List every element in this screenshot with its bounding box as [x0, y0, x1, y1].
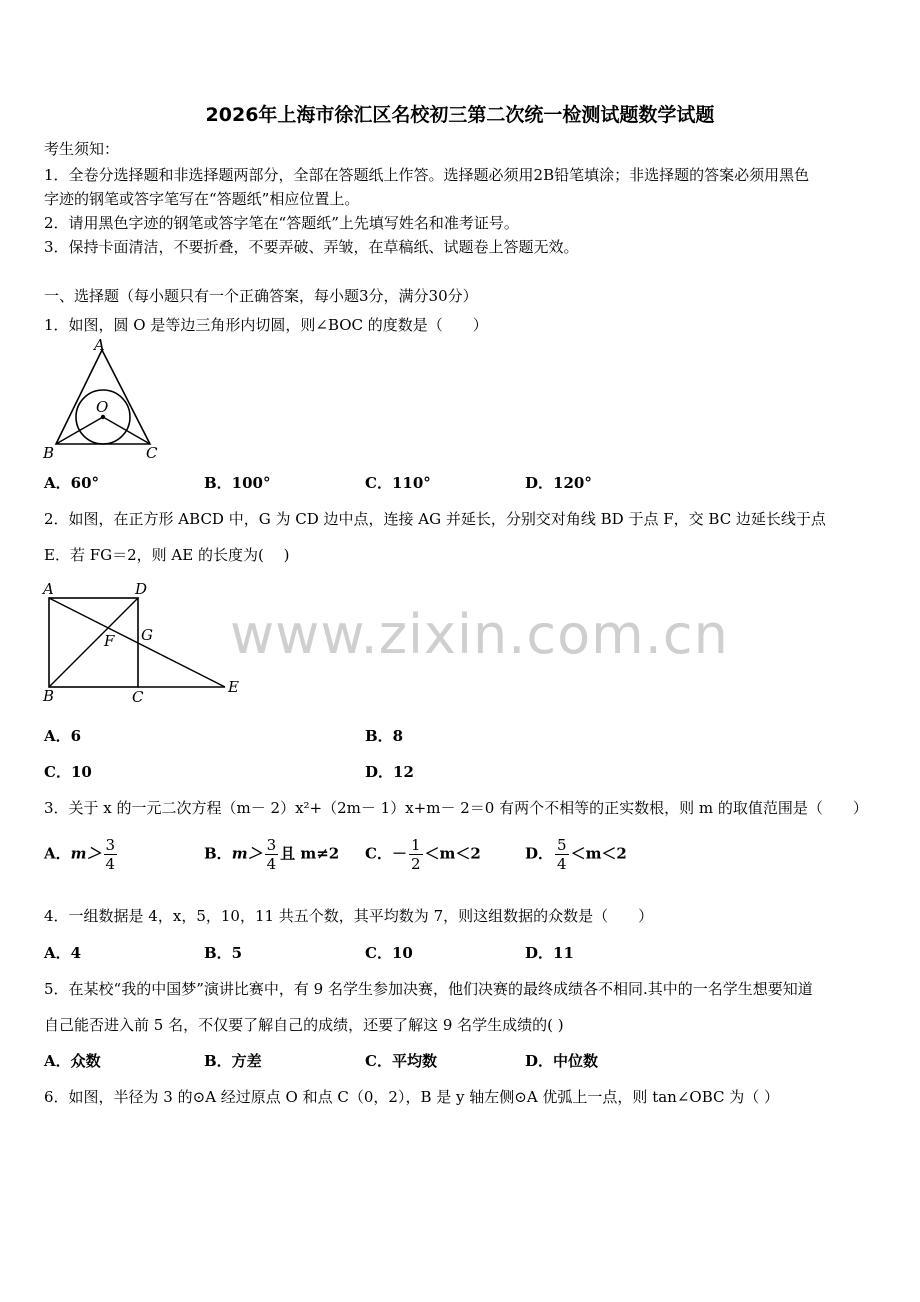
q5-option-c[interactable]: C．平均数	[365, 1052, 437, 1070]
question-1-text: 1．如图，圆 O 是等边三角形内切圆，则∠BOC 的度数是（ ）	[44, 316, 488, 334]
q2-label-d: D	[135, 580, 148, 598]
q5-option-d[interactable]: D．中位数	[525, 1052, 599, 1070]
notice-heading: 考生须知：	[44, 140, 120, 158]
q1-option-c[interactable]: C．110°	[365, 474, 431, 492]
page-title: 2026年上海市徐汇区名校初三第二次统一检测试题数学试题	[205, 104, 715, 126]
question-5-line-2: 自己能否进入前 5 名，不仅要了解自己的成绩，还要了解这 9 名学生成绩的( )	[44, 1016, 564, 1034]
q2-option-a[interactable]: A．6	[44, 727, 82, 745]
question-5-line-1: 5．在某校“我的中国梦”演讲比赛中，有 9 名学生参加决赛，他们决赛的最终成绩各不相同.其中的一名学生想要知道	[44, 980, 813, 998]
q4-option-c[interactable]: C．10	[365, 944, 413, 962]
q3-option-d[interactable]: D． $\frac{5}{4}$ ＜m＜2	[525, 836, 627, 873]
q1-triangle	[56, 350, 150, 444]
q1-label-c: C	[146, 444, 158, 462]
question-4-text: 4．一组数据是 4，x，5，10，11 共五个数，其平均数为 7，则这组数据的众数是（ ）	[44, 907, 654, 925]
notice-item-1-cont: 字迹的钢笔或答字笔写在“答题纸”相应位置上。	[44, 190, 360, 208]
q4-option-a[interactable]: A．4	[44, 944, 82, 962]
q2-diagonal-bd	[49, 598, 138, 687]
notice-item-1: 1．全卷分选择题和非选择题两部分，全部在答题纸上作答。选择题必须用2B铅笔填涂；非选择题的答案必须用黑色	[44, 166, 810, 184]
q2-option-d[interactable]: D．12	[365, 763, 414, 781]
q2-label-b: B	[43, 687, 55, 705]
q2-label-f: F	[104, 632, 115, 650]
q2-option-c[interactable]: C．10	[44, 763, 92, 781]
q1-label-a: A	[94, 338, 105, 354]
q2-label-e: E	[228, 678, 239, 696]
q3-option-a[interactable]: A．m＞ $\frac{3}{4}$	[44, 836, 116, 873]
q2-line-ae	[49, 598, 225, 687]
q5-option-a[interactable]: A．众数	[44, 1052, 101, 1070]
section-heading: 一、选择题（每小题只有一个正确答案，每小题3分，满分30分）	[44, 287, 478, 305]
question-6-text: 6．如图，半径为 3 的⊙A 经过原点 O 和点 C（0，2），B 是 y 轴左侧⊙A 优弧上一点，则 tan∠OBC 为（ ）	[44, 1088, 780, 1106]
q1-option-a[interactable]: A．60°	[44, 474, 100, 492]
notice-item-2: 2．请用黑色字迹的钢笔或答字笔在“答题纸”上先填写姓名和准考证号。	[44, 214, 519, 232]
q1-label-b: B	[43, 444, 55, 462]
watermark: www.zixin.com.cn	[230, 603, 729, 666]
question-2-line-2: E．若 FG＝2，则 AE 的长度为( )	[44, 546, 290, 564]
q2-option-b[interactable]: B．8	[365, 727, 404, 745]
q3-option-c[interactable]: C．－ $\frac{1}{2}$ ＜m＜2	[365, 836, 481, 873]
q1-label-o: O	[96, 398, 109, 416]
q1-option-d[interactable]: D．120°	[525, 474, 592, 492]
q2-label-g: G	[141, 626, 153, 644]
q5-option-b[interactable]: B．方差	[204, 1052, 262, 1070]
q3-option-b[interactable]: B．m＞ $\frac{3}{4}$ 且 m≠2	[204, 836, 340, 873]
q4-option-d[interactable]: D．11	[525, 944, 574, 962]
question-2-line-1: 2．如图，在正方形 ABCD 中，G 为 CD 边中点，连接 AG 并延长，分别交对角线 BD 于点 F，交 BC 边延长线于点	[44, 510, 826, 528]
q2-label-c: C	[132, 688, 144, 706]
q2-figure	[38, 578, 248, 706]
notice-item-3: 3．保持卡面清洁，不要折叠，不要弄破、弄皱，在草稿纸、试题卷上答题无效。	[44, 238, 579, 256]
question-3-text: 3．关于 x 的一元二次方程（m－ 2）x²+（2m－ 1）x+m－ 2＝0 有两个不相等的正实数根，则 m 的取值范围是（ ）	[44, 799, 868, 817]
q4-option-b[interactable]: B．5	[204, 944, 243, 962]
q1-option-b[interactable]: B．100°	[204, 474, 271, 492]
q1-figure	[40, 338, 170, 464]
q2-label-a: A	[43, 580, 54, 598]
